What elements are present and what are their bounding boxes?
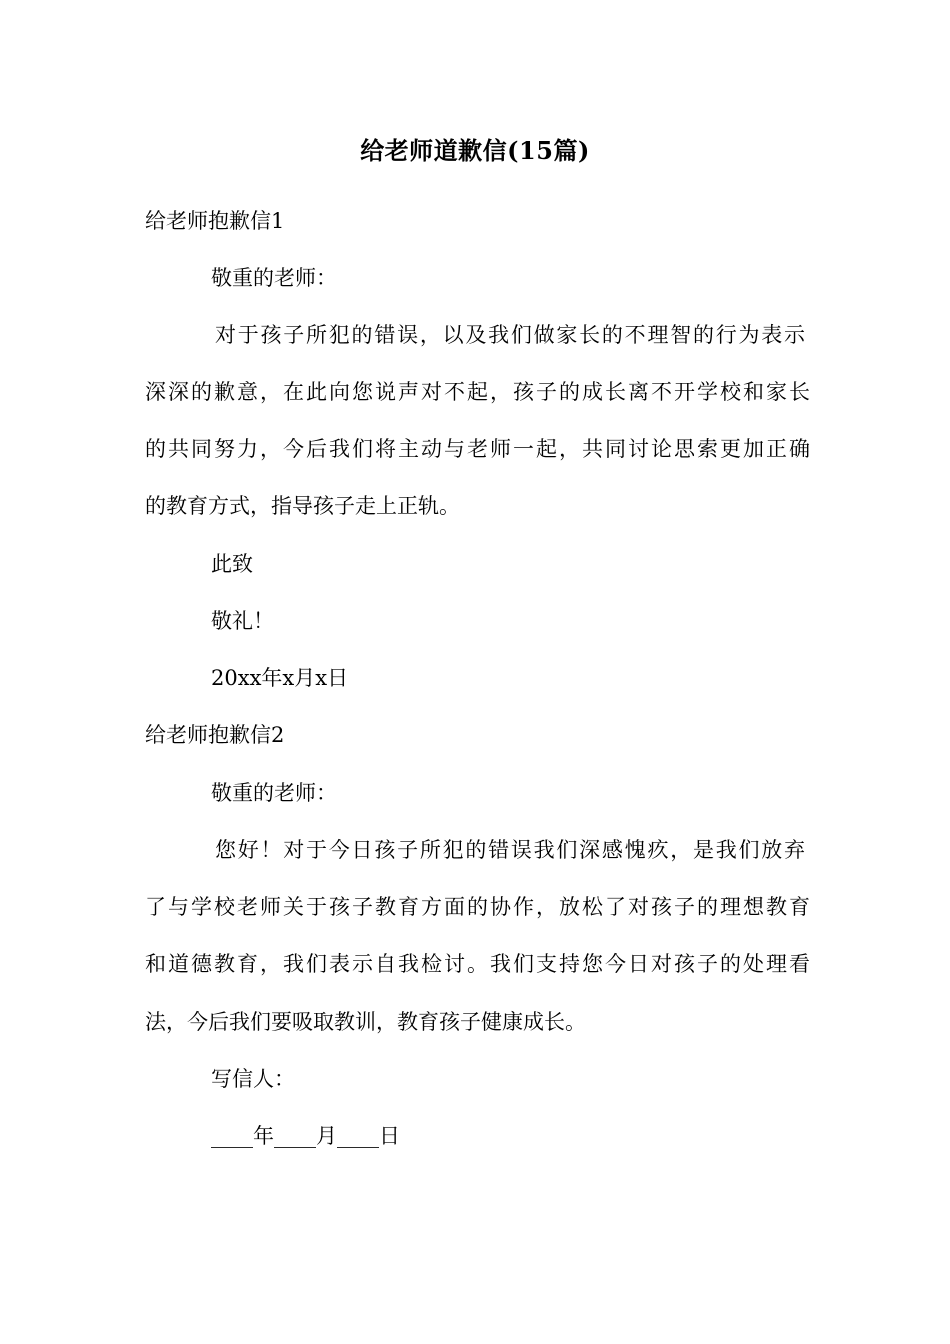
letter1-salutation: 敬重的老师： [211,266,337,290]
letter1-body-line-1: 对于孩子所犯的错误，以及我们做家长的不理智的行为表示 [215,323,805,347]
letter2-body-line-3: 和道德教育，我们表示自我检讨。我们支持您今日对孩子的处理看 [145,952,810,976]
letter1-body-line-2: 深深的歉意，在此向您说声对不起，孩子的成长离不开学校和家长 [145,380,810,404]
letter1-body-line-3: 的共同努力，今后我们将主动与老师一起，共同讨论思索更加正确 [145,437,810,461]
letter1-date: 20xx年x月x日 [211,666,349,690]
letter2-salutation: 敬重的老师： [211,781,337,805]
letter2-signer: 写信人： [211,1067,295,1091]
letter2-date-blank: ____年____月____日 [211,1124,400,1148]
letter1-closing-1: 此致 [211,552,253,576]
letter2-heading: 给老师抱歉信2 [145,723,285,747]
letter1-closing-2: 敬礼！ [211,609,274,633]
document-title: 给老师道歉信(15篇) [360,136,590,165]
letter2-body-line-1: 您好！对于今日孩子所犯的错误我们深感愧疚，是我们放弃 [215,838,805,862]
letter1-heading: 给老师抱歉信1 [145,209,285,233]
letter2-body-line-4: 法，今后我们要吸取教训，教育孩子健康成长。 [145,1010,586,1034]
letter1-body-line-4: 的教育方式，指导孩子走上正轨。 [145,494,460,518]
letter2-body-line-2: 了与学校老师关于孩子教育方面的协作，放松了对孩子的理想教育 [145,895,810,919]
